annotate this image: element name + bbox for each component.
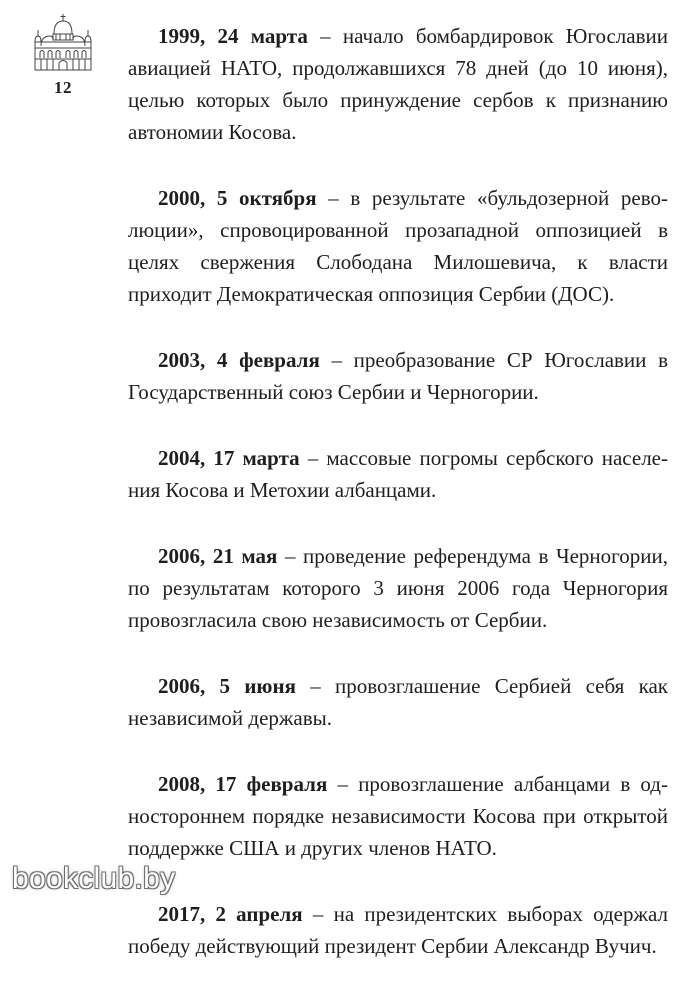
entry-date: 2006, 5 июня: [158, 674, 296, 698]
cathedral-icon: [32, 12, 94, 74]
chronology-entry: [128, 20, 668, 148]
entry-text: – в результате «бульдозерной революции», спровоцированной прозападной оппозицией в целях свержения Слободана Милошевича, к власти приходит Демократическая оппозиция Сербии (ДОС).: [128, 186, 668, 306]
chronology-entry: [128, 442, 668, 506]
watermark: bookclub.by: [12, 862, 176, 895]
entry-text: – проведение референдума в Черногории, по результатам которого 3 июня 2006 года Черногория провозгласила свою независимость от Сербии.: [128, 544, 668, 632]
chronology-entry: [128, 898, 668, 962]
entry-text: – провозглашение албанцами в одностороннем порядке независимости Косова при открытой поддержке США и других членов НАТО.: [128, 772, 668, 860]
chronology-list: [128, 20, 668, 996]
entry-text: – на президентских выборах одержал победу действующий президент Сербии Александр Вучич.: [128, 902, 668, 958]
page-number: 12: [54, 78, 72, 97]
entry-text: – массовые погромы сербского населения Косова и Метохии албанцами.: [128, 446, 668, 502]
entry-date: 2004, 17 марта: [158, 446, 300, 470]
chronology-entry: [128, 768, 668, 864]
entry-date: 2017, 2 апреля: [158, 902, 303, 926]
entry-text: – преобразование СР Югославии в Государственный союз Сербии и Черногории.: [128, 348, 669, 404]
entry-date: 2008, 17 февраля: [158, 772, 328, 796]
chronology-entry: [128, 182, 668, 310]
chronology-entry: [128, 540, 668, 636]
entry-text: – начало бомбардировок Югославии авиацией НАТО, продолжавшихся 78 дней (до 10 июня), целью которых было принуждение сербов к признанию автономии Косова.: [128, 24, 668, 144]
entry-date: 1999, 24 марта: [158, 24, 308, 48]
entry-text: – провозглашение Сербией себя как независимой державы.: [128, 674, 669, 730]
chronology-entry: [128, 670, 668, 734]
entry-date: 2000, 5 октября: [158, 186, 317, 210]
page-header: [28, 12, 98, 98]
chronology-entry: [128, 344, 668, 408]
entry-date: 2003, 4 февраля: [158, 348, 320, 372]
entry-date: 2006, 21 мая: [158, 544, 278, 568]
